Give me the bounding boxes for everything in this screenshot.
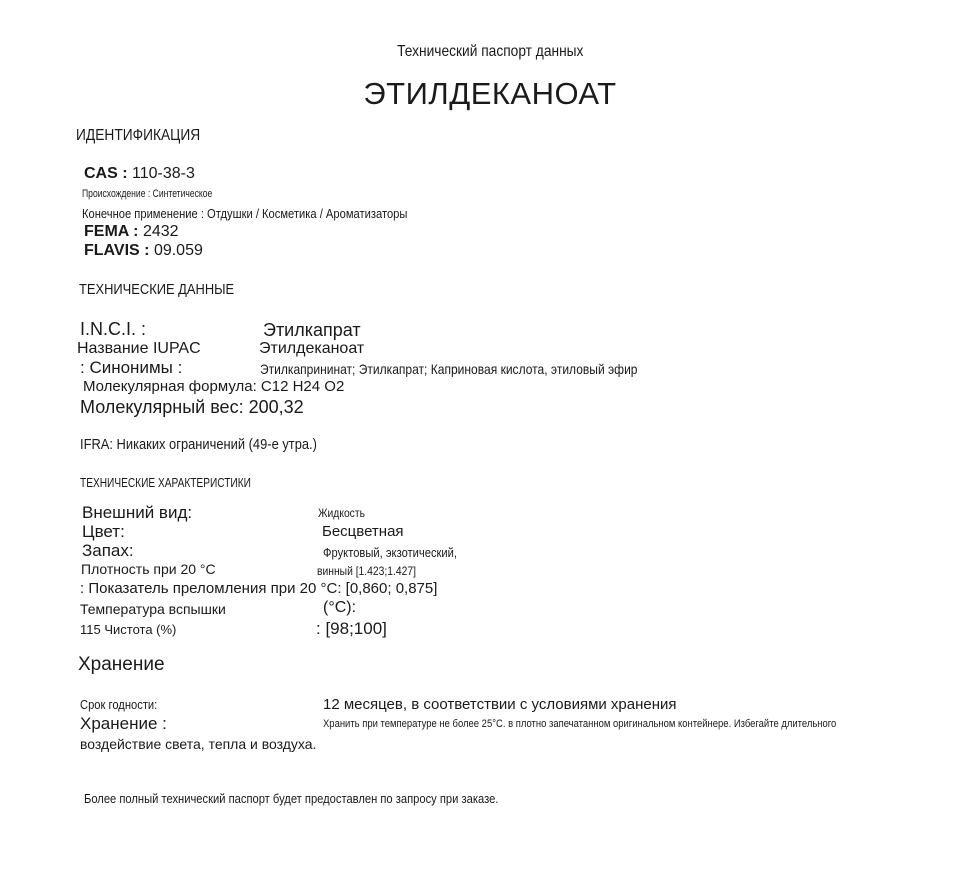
color-value: Бесцветная: [322, 523, 404, 540]
inci-value: Этилкапрат: [263, 320, 361, 340]
fema-value: 2432: [142, 223, 179, 240]
cas-row: [84, 165, 195, 183]
footer-note: Более полный технический паспорт будет предоставлен по запросу при заказе.: [84, 791, 499, 806]
document-subtitle: Технический паспорт данных: [396, 43, 584, 60]
flash-label: Температура вспышки: [80, 601, 226, 617]
synonyms-value: Этилкапрининат; Этилкапрат; Каприновая кислота, этиловый эфир: [260, 361, 638, 377]
flavis-label: FLAVIS :: [84, 242, 150, 259]
color-label: Цвет:: [82, 522, 125, 541]
storage-value-continued: воздействие света, тепла и воздуха.: [80, 736, 317, 752]
odor-value: Фруктовый, экзотический,: [323, 545, 458, 560]
storage-label: Хранение :: [80, 714, 167, 733]
cas-value: 110-38-3: [132, 165, 195, 182]
ifra-line: IFRA: Никаких ограничений (49-е утра.): [80, 436, 317, 453]
molecular-weight: Молекулярный вес: 200,32: [80, 397, 304, 417]
shelf-life-label: Срок годности:: [80, 697, 158, 712]
iupac-label: Название IUPAC: [77, 340, 201, 357]
molecular-formula: Молекулярная формула: C12 H24 O2: [83, 378, 345, 395]
storage-heading: Хранение: [78, 654, 165, 675]
density-label: Плотность при 20 °C: [81, 561, 216, 577]
appearance-value: Жидкость: [318, 506, 365, 520]
inci-label: I.N.C.I. :: [80, 319, 147, 339]
flavis-row: [84, 242, 203, 260]
flash-value: (°C):: [323, 599, 357, 616]
purity-value: : [98;100]: [316, 619, 387, 638]
refraction-line: : Показатель преломления при 20 °C: [0,860; 0,875]: [80, 580, 438, 597]
appearance-label: Внешний вид:: [82, 503, 193, 522]
fema-label: FEMA :: [84, 223, 139, 240]
cas-label: CAS :: [84, 165, 128, 182]
characteristics-heading: ТЕХНИЧЕСКИЕ ХАРАКТЕРИСТИКИ: [80, 475, 251, 490]
purity-label: 115 Чистота (%): [80, 622, 177, 637]
technical-data-heading: ТЕХНИЧЕСКИЕ ДАННЫЕ: [79, 281, 235, 298]
storage-value: Хранить при температуре не более 25°C. в плотно запечатанном оригинальном контейнере. Избегайте длительного: [323, 718, 837, 730]
synonyms-label: : Синонимы :: [80, 358, 183, 377]
origin-line: Происхождение : Синтетическое: [82, 188, 213, 200]
shelf-life-value: 12 месяцев, в соответствии с условиями хранения: [323, 696, 677, 713]
identification-heading: ИДЕНТИФИКАЦИЯ: [76, 127, 201, 144]
density-value: винный [1.423;1.427]: [317, 564, 416, 578]
end-use-line: Конечное применение : Отдушки / Косметика / Ароматизаторы: [82, 206, 408, 221]
flavis-value: 09.059: [153, 242, 203, 259]
document-title: ЭТИЛДЕКАНОАТ: [363, 76, 617, 111]
fema-row: [84, 223, 179, 241]
iupac-value: Этилдеканоат: [259, 340, 365, 357]
odor-label: Запах:: [82, 541, 134, 560]
